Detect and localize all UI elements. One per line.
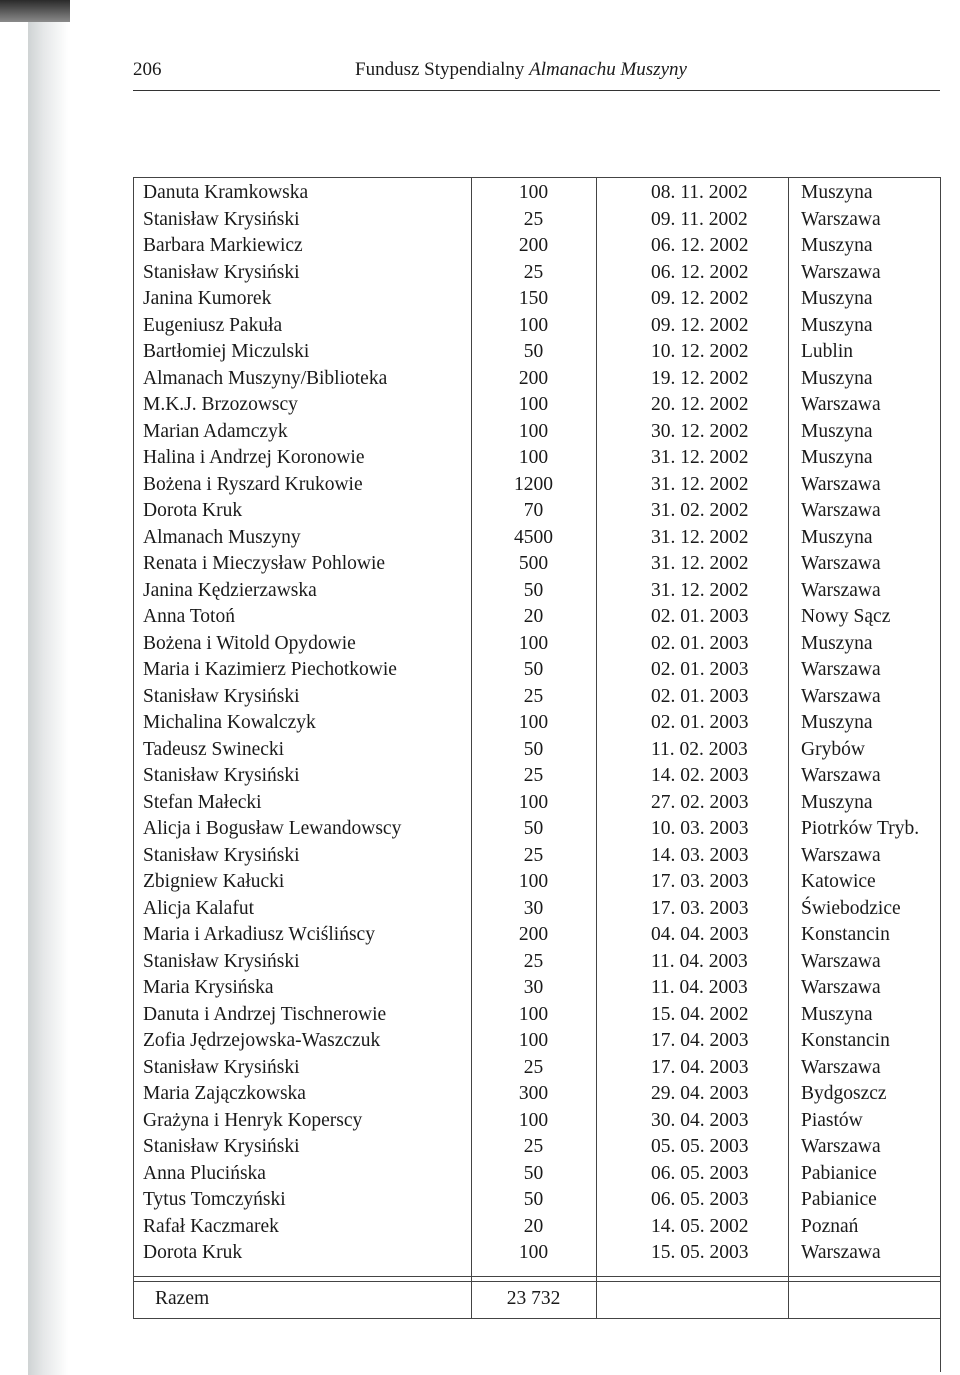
donor-name: Stanisław Krysiński bbox=[143, 261, 300, 283]
donation-amount: 30 bbox=[523, 897, 544, 919]
running-title-plain: Fundusz Stypendialny bbox=[355, 59, 530, 80]
table-row bbox=[133, 1081, 941, 1108]
table-row bbox=[133, 419, 941, 446]
donor-name: Anna Totoń bbox=[143, 606, 235, 627]
donor-name: Eugeniusz Pakuła bbox=[143, 314, 283, 336]
donation-amount: 300 bbox=[518, 1083, 549, 1104]
donation-amount: 100 bbox=[518, 314, 549, 336]
donor-city: Pabianice bbox=[801, 1162, 877, 1184]
donation-date: 20. 12. 2002 bbox=[651, 394, 749, 415]
donor-name: Stanisław Krysiński bbox=[143, 765, 300, 786]
donation-amount: 25 bbox=[523, 950, 544, 972]
running-title bbox=[355, 59, 687, 81]
donation-date: 06. 05. 2003 bbox=[651, 1189, 749, 1210]
donor-name: Stanisław Krysiński bbox=[143, 208, 300, 230]
donor-name: Maria Krysińska bbox=[143, 977, 274, 998]
donor-name: Janina Kumorek bbox=[143, 288, 272, 309]
donation-date: 02. 01. 2003 bbox=[651, 659, 749, 680]
donation-amount: 20 bbox=[523, 1215, 544, 1237]
donation-date: 19. 12. 2002 bbox=[651, 367, 749, 389]
donor-name: Dorota Kruk bbox=[143, 1242, 243, 1263]
donor-city: Konstancin bbox=[801, 924, 890, 945]
total-label: Razem bbox=[155, 1288, 210, 1309]
donor-name: Barbara Markiewicz bbox=[143, 235, 303, 256]
donation-amount: 25 bbox=[523, 765, 544, 786]
table-row bbox=[133, 525, 941, 552]
donations-rows bbox=[133, 180, 941, 1267]
donation-date: 04. 04. 2003 bbox=[651, 924, 749, 945]
donation-date: 30. 12. 2002 bbox=[651, 420, 749, 442]
donor-city: Lublin bbox=[801, 341, 853, 362]
table-row bbox=[133, 657, 941, 684]
table-row bbox=[133, 1187, 941, 1214]
donation-amount: 100 bbox=[518, 182, 549, 203]
table-row bbox=[133, 1214, 941, 1241]
donor-city: Warszawa bbox=[801, 553, 881, 574]
donation-date: 09. 12. 2002 bbox=[651, 314, 749, 336]
donation-amount: 25 bbox=[523, 208, 544, 230]
table-row bbox=[133, 498, 941, 525]
donation-amount: 100 bbox=[518, 791, 549, 813]
table-row bbox=[133, 1240, 941, 1267]
donor-name: Almanach Muszyny/Biblioteka bbox=[143, 367, 388, 389]
donor-city: Warszawa bbox=[801, 208, 881, 230]
donation-date: 10. 03. 2003 bbox=[651, 818, 749, 839]
donor-city: Warszawa bbox=[801, 579, 881, 601]
donor-city: Warszawa bbox=[801, 1056, 881, 1078]
donation-amount: 100 bbox=[518, 1003, 549, 1025]
total-value: 23 732 bbox=[506, 1288, 561, 1309]
page-header bbox=[133, 55, 940, 91]
donor-city: Warszawa bbox=[801, 1136, 881, 1157]
donation-amount: 50 bbox=[523, 341, 544, 362]
donation-amount: 20 bbox=[523, 606, 544, 627]
donor-name: Stanisław Krysiński bbox=[143, 950, 300, 972]
donation-date: 06. 12. 2002 bbox=[651, 261, 749, 283]
donor-city: Muszyna bbox=[801, 712, 873, 733]
donation-amount: 100 bbox=[518, 420, 549, 442]
table-row bbox=[133, 1108, 941, 1135]
donation-date: 09. 12. 2002 bbox=[651, 288, 749, 309]
donor-name: Maria Zajączkowska bbox=[143, 1083, 306, 1104]
donor-name: Alicja i Bogusław Lewandowscy bbox=[143, 818, 402, 839]
table-row bbox=[133, 233, 941, 260]
table-row bbox=[133, 1002, 941, 1029]
donation-amount: 25 bbox=[523, 261, 544, 283]
running-title-italic: Almanachu Muszyny bbox=[529, 59, 687, 80]
table-row bbox=[133, 631, 941, 658]
donor-name: M.K.J. Brzozowscy bbox=[143, 394, 298, 415]
donation-amount: 50 bbox=[523, 818, 544, 839]
donation-date: 14. 03. 2003 bbox=[651, 844, 749, 866]
donor-city: Warszawa bbox=[801, 659, 881, 680]
donation-date: 08. 11. 2002 bbox=[651, 182, 748, 203]
donation-amount: 100 bbox=[518, 447, 549, 468]
donor-name: Tadeusz Swinecki bbox=[143, 738, 285, 760]
table-row bbox=[133, 1134, 941, 1161]
table-row bbox=[133, 790, 941, 817]
donation-amount: 30 bbox=[523, 977, 544, 998]
donation-date: 11. 02. 2003 bbox=[651, 738, 748, 760]
table-row bbox=[133, 313, 941, 340]
table-row bbox=[133, 551, 941, 578]
donor-name: Rafał Kaczmarek bbox=[143, 1215, 279, 1237]
donation-amount: 4500 bbox=[514, 526, 553, 548]
donation-date: 17. 04. 2003 bbox=[651, 1030, 749, 1051]
donor-city: Muszyna bbox=[801, 314, 873, 336]
donor-name: Stanisław Krysiński bbox=[143, 1136, 300, 1157]
donation-date: 02. 01. 2003 bbox=[651, 685, 749, 707]
donation-date: 14. 05. 2002 bbox=[651, 1215, 749, 1237]
table-row bbox=[133, 975, 941, 1002]
donor-city: Warszawa bbox=[801, 394, 881, 415]
donor-name: Stefan Małecki bbox=[143, 791, 262, 813]
donation-date: 02. 01. 2003 bbox=[651, 632, 749, 654]
donor-name: Maria i Kazimierz Piechotkowie bbox=[143, 659, 397, 680]
donation-amount: 100 bbox=[518, 871, 549, 892]
donor-city: Warszawa bbox=[801, 685, 881, 707]
donation-amount: 70 bbox=[523, 500, 544, 521]
donor-city: Muszyna bbox=[801, 447, 873, 468]
donor-city: Muszyna bbox=[801, 235, 873, 256]
donation-date: 31. 12. 2002 bbox=[651, 553, 749, 574]
donation-amount: 25 bbox=[523, 685, 544, 707]
donation-date: 31. 12. 2002 bbox=[651, 526, 749, 548]
donation-date: 31. 12. 2002 bbox=[651, 447, 749, 468]
page-number: 206 bbox=[133, 59, 162, 80]
donor-city: Świebodzice bbox=[801, 897, 901, 919]
table-row bbox=[133, 604, 941, 631]
table-row bbox=[133, 207, 941, 234]
donation-date: 31. 12. 2002 bbox=[651, 579, 749, 601]
donation-amount: 50 bbox=[523, 1189, 544, 1210]
donor-name: Bożena i Ryszard Krukowie bbox=[143, 473, 363, 495]
donor-city: Muszyna bbox=[801, 1003, 873, 1025]
donation-amount: 200 bbox=[518, 367, 549, 389]
donor-city: Muszyna bbox=[801, 632, 873, 654]
donation-amount: 1200 bbox=[514, 473, 553, 495]
donation-amount: 100 bbox=[518, 712, 549, 733]
donor-city: Muszyna bbox=[801, 182, 873, 203]
table-row bbox=[133, 260, 941, 287]
donation-date: 10. 12. 2002 bbox=[651, 341, 749, 362]
donation-amount: 100 bbox=[518, 1030, 549, 1051]
donor-name: Anna Plucińska bbox=[143, 1162, 266, 1184]
table-row bbox=[133, 392, 941, 419]
table-row bbox=[133, 710, 941, 737]
scan-corner-mark bbox=[0, 0, 70, 22]
donation-date: 02. 01. 2003 bbox=[651, 606, 749, 627]
donation-date: 11. 04. 2003 bbox=[651, 950, 748, 972]
table-row bbox=[133, 869, 941, 896]
donations-table bbox=[133, 177, 941, 1319]
table-row bbox=[133, 1055, 941, 1082]
donation-date: 31. 12. 2002 bbox=[651, 473, 749, 495]
table-row bbox=[133, 578, 941, 605]
table-row bbox=[133, 1161, 941, 1188]
donation-date: 02. 01. 2003 bbox=[651, 712, 749, 733]
donation-date: 31. 02. 2002 bbox=[651, 500, 749, 521]
header-rule bbox=[133, 90, 940, 91]
donation-amount: 100 bbox=[518, 1242, 549, 1263]
donor-city: Nowy Sącz bbox=[801, 606, 891, 627]
donation-amount: 50 bbox=[523, 1162, 544, 1184]
donor-city: Piotrków Tryb. bbox=[801, 818, 920, 839]
table-row bbox=[133, 684, 941, 711]
donation-date: 15. 04. 2002 bbox=[651, 1003, 749, 1025]
table-row bbox=[133, 949, 941, 976]
donation-date: 30. 04. 2003 bbox=[651, 1109, 749, 1131]
donation-amount: 200 bbox=[518, 924, 549, 945]
donation-date: 17. 03. 2003 bbox=[651, 871, 749, 892]
donor-name: Danuta Kramkowska bbox=[143, 182, 309, 203]
table-row bbox=[133, 445, 941, 472]
table-row bbox=[133, 896, 941, 923]
donation-amount: 200 bbox=[518, 235, 549, 256]
donation-amount: 100 bbox=[518, 394, 549, 415]
donor-name: Grażyna i Henryk Koperscy bbox=[143, 1109, 363, 1131]
donor-name: Tytus Tomczyński bbox=[143, 1189, 286, 1210]
table-row bbox=[133, 1028, 941, 1055]
donor-name: Bartłomiej Miczulski bbox=[143, 341, 310, 362]
donor-city: Warszawa bbox=[801, 950, 881, 972]
table-row bbox=[133, 816, 941, 843]
donor-city: Grybów bbox=[801, 738, 865, 760]
total-row bbox=[133, 1281, 941, 1317]
table-row bbox=[133, 339, 941, 366]
donor-name: Alicja Kalafut bbox=[143, 897, 254, 919]
donation-date: 29. 04. 2003 bbox=[651, 1083, 749, 1104]
donation-amount: 50 bbox=[523, 659, 544, 680]
donor-city: Warszawa bbox=[801, 473, 881, 495]
donor-name: Dorota Kruk bbox=[143, 500, 243, 521]
donor-city: Warszawa bbox=[801, 765, 881, 786]
donation-date: 05. 05. 2003 bbox=[651, 1136, 749, 1157]
donor-name: Stanisław Krysiński bbox=[143, 685, 300, 707]
table-row bbox=[133, 843, 941, 870]
donor-name: Bożena i Witold Opydowie bbox=[143, 632, 356, 654]
donor-city: Muszyna bbox=[801, 288, 873, 309]
table-row bbox=[133, 366, 941, 393]
donor-city: Konstancin bbox=[801, 1030, 890, 1051]
table-row bbox=[133, 180, 941, 207]
donor-name: Almanach Muszyny bbox=[143, 526, 301, 548]
donation-amount: 500 bbox=[518, 553, 549, 574]
table-row bbox=[133, 763, 941, 790]
donor-name: Stanisław Krysiński bbox=[143, 1056, 300, 1078]
donation-date: 14. 02. 2003 bbox=[651, 765, 749, 786]
total-separator-top bbox=[133, 1276, 941, 1277]
donor-city: Warszawa bbox=[801, 844, 881, 866]
table-top-border bbox=[133, 177, 941, 178]
donor-name: Michalina Kowalczyk bbox=[143, 712, 316, 733]
donor-city: Muszyna bbox=[801, 791, 873, 813]
donation-amount: 25 bbox=[523, 844, 544, 866]
donor-name: Zofia Jędrzejowska-Waszczuk bbox=[143, 1030, 381, 1051]
donor-city: Warszawa bbox=[801, 261, 881, 283]
table-row bbox=[133, 286, 941, 313]
donor-name: Renata i Mieczysław Pohlowie bbox=[143, 553, 386, 574]
donation-date: 17. 03. 2003 bbox=[651, 897, 749, 919]
donor-city: Bydgoszcz bbox=[801, 1083, 887, 1104]
table-row bbox=[133, 737, 941, 764]
donor-name: Marian Adamczyk bbox=[143, 420, 288, 442]
donation-date: 17. 04. 2003 bbox=[651, 1056, 749, 1078]
donation-amount: 50 bbox=[523, 738, 544, 760]
donor-city: Muszyna bbox=[801, 526, 873, 548]
donor-city: Katowice bbox=[801, 871, 876, 892]
donor-name: Stanisław Krysiński bbox=[143, 844, 300, 866]
donor-city: Warszawa bbox=[801, 977, 881, 998]
donor-name: Maria i Arkadiusz Wciślińscy bbox=[143, 924, 375, 945]
donation-date: 06. 12. 2002 bbox=[651, 235, 749, 256]
donor-city: Warszawa bbox=[801, 1242, 881, 1263]
table-row bbox=[133, 922, 941, 949]
table-bottom-border bbox=[133, 1318, 941, 1319]
donation-amount: 25 bbox=[523, 1056, 544, 1078]
donation-amount: 100 bbox=[518, 1109, 549, 1131]
donor-city: Pabianice bbox=[801, 1189, 877, 1210]
donation-date: 27. 02. 2003 bbox=[651, 791, 749, 813]
donation-date: 15. 05. 2003 bbox=[651, 1242, 749, 1263]
donor-city: Muszyna bbox=[801, 420, 873, 442]
donation-date: 11. 04. 2003 bbox=[651, 977, 748, 998]
donor-name: Danuta i Andrzej Tischnerowie bbox=[143, 1003, 387, 1025]
donation-amount: 50 bbox=[523, 579, 544, 601]
donor-city: Warszawa bbox=[801, 500, 881, 521]
donation-amount: 100 bbox=[518, 632, 549, 654]
donor-name: Halina i Andrzej Koronowie bbox=[143, 447, 365, 468]
donation-amount: 150 bbox=[518, 288, 549, 309]
donation-date: 06. 05. 2003 bbox=[651, 1162, 749, 1184]
donor-city: Piastów bbox=[801, 1109, 863, 1131]
donor-name: Janina Kędzierzawska bbox=[143, 579, 317, 601]
donor-city: Poznań bbox=[801, 1215, 859, 1237]
donation-amount: 25 bbox=[523, 1136, 544, 1157]
donor-name: Zbigniew Kałucki bbox=[143, 871, 285, 892]
book-spine-shadow bbox=[28, 0, 68, 1375]
donor-city: Muszyna bbox=[801, 367, 873, 389]
table-row bbox=[133, 472, 941, 499]
donation-date: 09. 11. 2002 bbox=[651, 208, 748, 230]
